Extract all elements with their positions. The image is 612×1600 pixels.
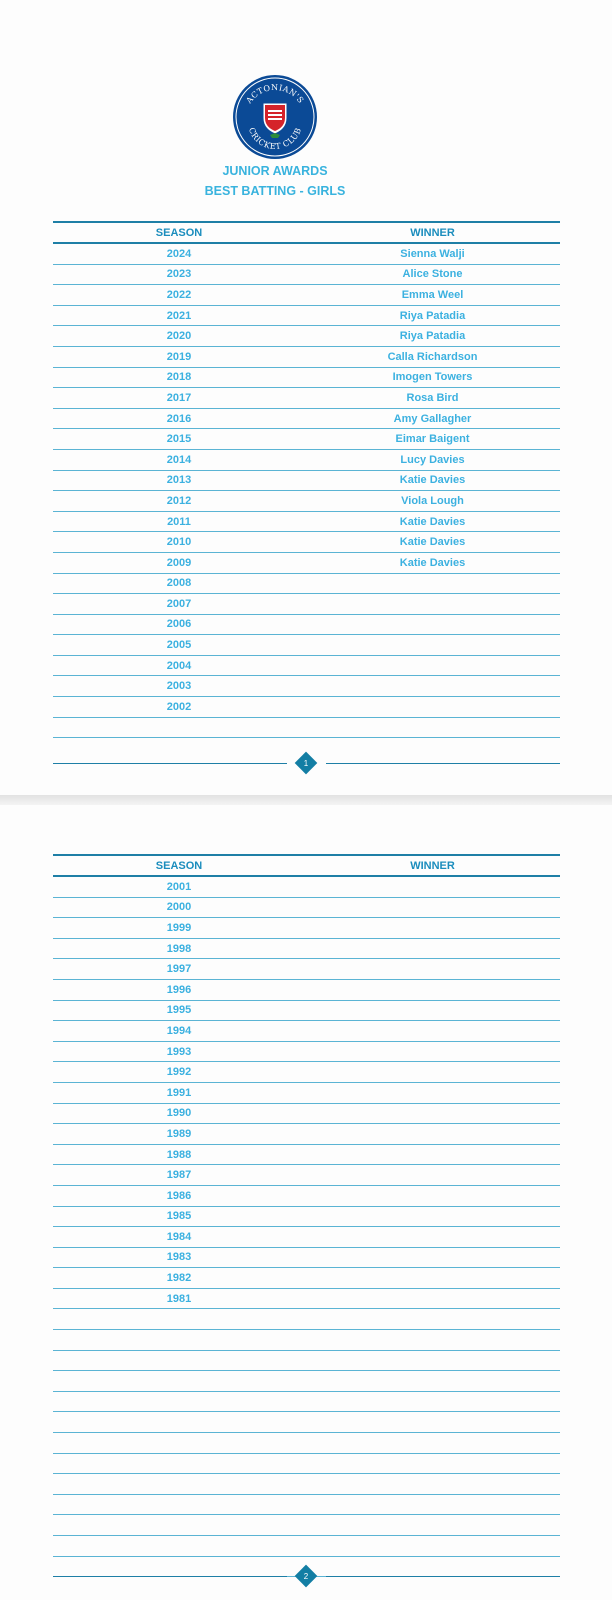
page-2: [0, 805, 612, 1600]
season-cell: 2014: [53, 449, 305, 470]
season-cell: 1981: [53, 1288, 305, 1309]
table-row: [53, 243, 560, 264]
season-cell: 2016: [53, 408, 305, 429]
winner-cell: [305, 1474, 560, 1495]
table-row: [53, 1309, 560, 1330]
table-header-row: [53, 855, 560, 876]
table-row: [53, 573, 560, 594]
table-row: [53, 1391, 560, 1412]
winner-cell: [305, 573, 560, 594]
season-cell: 2010: [53, 532, 305, 553]
winner-cell: [305, 614, 560, 635]
winner-cell: Alice Stone: [305, 264, 560, 285]
table-row: [53, 1330, 560, 1351]
table-row: [53, 532, 560, 553]
season-cell: 2019: [53, 346, 305, 367]
winner-cell: [305, 1391, 560, 1412]
winner-cell: [305, 1288, 560, 1309]
season-cell: [53, 717, 305, 738]
season-cell: 1984: [53, 1227, 305, 1248]
table-row: [53, 1412, 560, 1433]
table-row: [53, 717, 560, 738]
winner-cell: Calla Richardson: [305, 346, 560, 367]
season-cell: 2005: [53, 635, 305, 656]
table-row: [53, 1185, 560, 1206]
winner-column-header: WINNER: [305, 222, 560, 243]
winner-cell: [305, 1185, 560, 1206]
winner-cell: [305, 1515, 560, 1536]
season-cell: 1990: [53, 1103, 305, 1124]
winner-cell: [305, 876, 560, 897]
table-row: [53, 1062, 560, 1083]
winner-cell: [305, 1103, 560, 1124]
winner-cell: [305, 1494, 560, 1515]
season-cell: 1995: [53, 1000, 305, 1021]
table-row: [53, 897, 560, 918]
season-cell: [53, 1433, 305, 1454]
table-row: [53, 1227, 560, 1248]
season-cell: 2008: [53, 573, 305, 594]
table-row: [53, 1453, 560, 1474]
awards-subtitle: BEST BATTING - GIRLS: [204, 184, 346, 198]
winner-cell: [305, 1000, 560, 1021]
table-row: [53, 697, 560, 718]
table-row: [53, 959, 560, 980]
season-cell: 2000: [53, 897, 305, 918]
table-row: [53, 470, 560, 491]
season-cell: 1982: [53, 1268, 305, 1289]
table-row: [53, 1124, 560, 1145]
winner-cell: [305, 1021, 560, 1042]
season-cell: [53, 1391, 305, 1412]
winner-cell: [305, 1268, 560, 1289]
results-table-page-1: [53, 221, 560, 738]
winner-cell: Katie Davies: [305, 552, 560, 573]
season-cell: [53, 1330, 305, 1351]
logo-bottom-text: CRICKET CLUB: [246, 126, 304, 152]
table-row: [53, 676, 560, 697]
page-separator: [0, 795, 612, 805]
season-cell: 2004: [53, 655, 305, 676]
table-row: [53, 635, 560, 656]
table-row: [53, 979, 560, 1000]
season-column-header: SEASON: [53, 855, 305, 876]
season-cell: 1986: [53, 1185, 305, 1206]
table-row: [53, 491, 560, 512]
winner-cell: Amy Gallagher: [305, 408, 560, 429]
winner-cell: [305, 979, 560, 1000]
winner-cell: Rosa Bird: [305, 388, 560, 409]
season-cell: [53, 1494, 305, 1515]
footer-rule-left: [53, 763, 287, 764]
winner-cell: [305, 1165, 560, 1186]
table-row: [53, 655, 560, 676]
winner-cell: Viola Lough: [305, 491, 560, 512]
table-row: [53, 1536, 560, 1557]
table-row: [53, 1474, 560, 1495]
table-row: [53, 408, 560, 429]
season-cell: 2018: [53, 367, 305, 388]
season-cell: 2021: [53, 305, 305, 326]
results-table-page-2: [53, 854, 560, 1577]
season-cell: 1997: [53, 959, 305, 980]
table-row: [53, 1206, 560, 1227]
season-cell: 1994: [53, 1021, 305, 1042]
footer-rule-right: [326, 763, 560, 764]
table-row: [53, 1247, 560, 1268]
season-cell: 1985: [53, 1206, 305, 1227]
table-row: [53, 429, 560, 450]
winner-cell: [305, 1082, 560, 1103]
table-row: [53, 1268, 560, 1289]
season-cell: 1998: [53, 938, 305, 959]
winner-cell: [305, 676, 560, 697]
winner-cell: Eimar Baigent: [305, 429, 560, 450]
winner-cell: [305, 1536, 560, 1557]
table-row: [53, 876, 560, 897]
table-row: [53, 285, 560, 306]
winner-cell: Sienna Walji: [305, 243, 560, 264]
winner-cell: [305, 635, 560, 656]
table-row: [53, 511, 560, 532]
season-cell: [53, 1536, 305, 1557]
winner-cell: [305, 1350, 560, 1371]
winner-cell: Lucy Davies: [305, 449, 560, 470]
table-row: [53, 1103, 560, 1124]
season-cell: 2011: [53, 511, 305, 532]
winner-cell: [305, 1062, 560, 1083]
season-column-header: SEASON: [53, 222, 305, 243]
season-cell: [53, 1371, 305, 1392]
season-cell: [53, 1474, 305, 1495]
winner-cell: [305, 1124, 560, 1145]
winner-cell: [305, 1412, 560, 1433]
table-row: [53, 1082, 560, 1103]
page-number: 1: [303, 759, 309, 768]
season-cell: [53, 1309, 305, 1330]
table-row: [53, 552, 560, 573]
winner-cell: [305, 918, 560, 939]
winner-cell: [305, 959, 560, 980]
table-row: [53, 1371, 560, 1392]
season-cell: 2001: [53, 876, 305, 897]
season-cell: 1999: [53, 918, 305, 939]
season-cell: 2024: [53, 243, 305, 264]
winner-cell: Katie Davies: [305, 511, 560, 532]
winner-cell: [305, 717, 560, 738]
season-cell: 1989: [53, 1124, 305, 1145]
table-row: [53, 367, 560, 388]
table-row: [53, 1288, 560, 1309]
table-row: [53, 594, 560, 615]
season-cell: 2022: [53, 285, 305, 306]
table-row: [53, 1515, 560, 1536]
season-cell: 2006: [53, 614, 305, 635]
table-row: [53, 1041, 560, 1062]
winner-cell: [305, 1453, 560, 1474]
table-row: [53, 346, 560, 367]
winner-cell: [305, 697, 560, 718]
table-row: [53, 1144, 560, 1165]
table-row: [53, 1021, 560, 1042]
winner-cell: Katie Davies: [305, 532, 560, 553]
season-cell: 1996: [53, 979, 305, 1000]
season-cell: 1987: [53, 1165, 305, 1186]
season-cell: 2017: [53, 388, 305, 409]
winner-cell: Riya Patadia: [305, 326, 560, 347]
season-cell: [53, 1453, 305, 1474]
season-cell: 1993: [53, 1041, 305, 1062]
winner-cell: [305, 938, 560, 959]
season-cell: 2002: [53, 697, 305, 718]
winner-column-header: WINNER: [305, 855, 560, 876]
season-cell: [53, 1515, 305, 1536]
season-cell: [53, 1350, 305, 1371]
winner-cell: [305, 655, 560, 676]
cricket-club-logo: [232, 74, 318, 160]
awards-title: JUNIOR AWARDS: [222, 164, 328, 178]
table-row: [53, 1433, 560, 1454]
table-row: [53, 918, 560, 939]
winner-cell: [305, 1371, 560, 1392]
table-row: [53, 1494, 560, 1515]
footer-rule-right: [326, 1576, 560, 1577]
season-cell: 1988: [53, 1144, 305, 1165]
table-row: [53, 326, 560, 347]
season-cell: 2020: [53, 326, 305, 347]
winner-cell: [305, 1247, 560, 1268]
winner-cell: [305, 1206, 560, 1227]
season-cell: 2003: [53, 676, 305, 697]
table-row: [53, 614, 560, 635]
winner-cell: Riya Patadia: [305, 305, 560, 326]
winner-cell: [305, 1309, 560, 1330]
season-cell: 2009: [53, 552, 305, 573]
page-number: 2: [303, 1572, 309, 1581]
table-row: [53, 449, 560, 470]
table-header-row: [53, 222, 560, 243]
winner-cell: [305, 897, 560, 918]
winner-cell: [305, 1433, 560, 1454]
winner-cell: Emma Weel: [305, 285, 560, 306]
season-cell: [53, 1412, 305, 1433]
table-row: [53, 938, 560, 959]
season-cell: 2013: [53, 470, 305, 491]
table-row: [53, 1165, 560, 1186]
season-cell: 2015: [53, 429, 305, 450]
winner-cell: Katie Davies: [305, 470, 560, 491]
footer-rule-left: [53, 1576, 287, 1577]
winner-cell: [305, 1144, 560, 1165]
table-row: [53, 1000, 560, 1021]
winner-cell: [305, 1041, 560, 1062]
winner-cell: Imogen Towers: [305, 367, 560, 388]
season-cell: 1992: [53, 1062, 305, 1083]
season-cell: 1983: [53, 1247, 305, 1268]
table-row: [53, 1350, 560, 1371]
winner-cell: [305, 1330, 560, 1351]
table-row: [53, 388, 560, 409]
page-footer: [53, 1565, 560, 1589]
season-cell: 2012: [53, 491, 305, 512]
logo-top-text: ACTONIAN'S: [244, 82, 306, 106]
winner-cell: [305, 594, 560, 615]
season-cell: 2007: [53, 594, 305, 615]
season-cell: 1991: [53, 1082, 305, 1103]
season-cell: 2023: [53, 264, 305, 285]
table-row: [53, 264, 560, 285]
page-footer: [53, 752, 560, 776]
winner-cell: [305, 1227, 560, 1248]
table-row: [53, 305, 560, 326]
page-1: [0, 0, 612, 795]
